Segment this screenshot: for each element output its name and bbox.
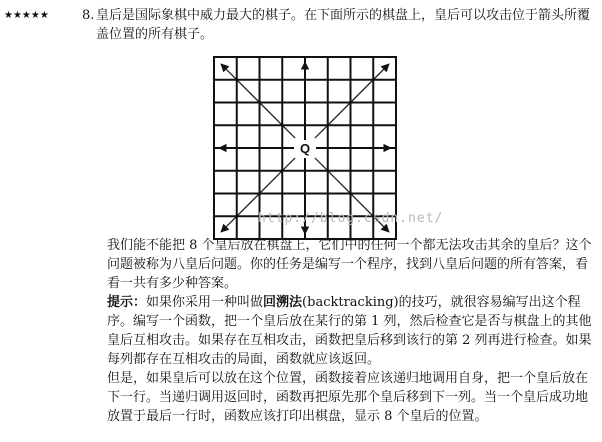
difficulty-stars: ★★★★★ (4, 10, 49, 21)
problem-body (107, 236, 595, 426)
question-paragraph: 我们能不能把 8 个皇后放在棋盘上，它们中的任何一个都无法攻击其余的皇后？这个问题被称为八皇后问题。你的任务是编写一个程序，找到八皇后问题的所有答案，看看一共有多少种答案。 (107, 238, 592, 291)
problem-number: 8. (82, 8, 95, 23)
arrow-up-left (221, 64, 295, 138)
hint-term-en: (backtracking) (302, 295, 399, 310)
hint-pre: 如果你采用一种叫做 (146, 295, 264, 310)
queen-label: Q (299, 141, 311, 156)
hint-label: 提示： (107, 295, 147, 310)
hint-paragraph (107, 293, 595, 369)
problem-intro: 皇后是国际象棋中威力最大的棋子。在下面所示的棋盘上，皇后可以攻击位于箭头所覆盖位置的所有棋子。 (96, 8, 591, 42)
arrow-up-right (315, 64, 389, 138)
watermark: http://blog.csdn.net/ (258, 211, 444, 226)
final-paragraph: 但是，如果皇后可以放在这个位置，函数接着应该递归地调用自身，把一个皇后放在下一行。当递归调用返回时，函数再把原先那个皇后移到下一列。当一个皇后成功地放置于最后一行时，函数应该打印出棋盘，显示 8 个皇后的位置。 (107, 371, 589, 424)
hint-term: 回溯法 (263, 295, 303, 310)
hint-post: 的技巧，就很容易编写出这个程序。编写一个函数，把一个皇后放在某行的第 1 列，然后检查它是否与棋盘上的其他皇后互相攻击。如果存在互相攻击，函数把皇后移到该行的第 2 列再进行检查。如果每列都存在互相攻击的局面，函数就应该返回。 (107, 295, 592, 367)
